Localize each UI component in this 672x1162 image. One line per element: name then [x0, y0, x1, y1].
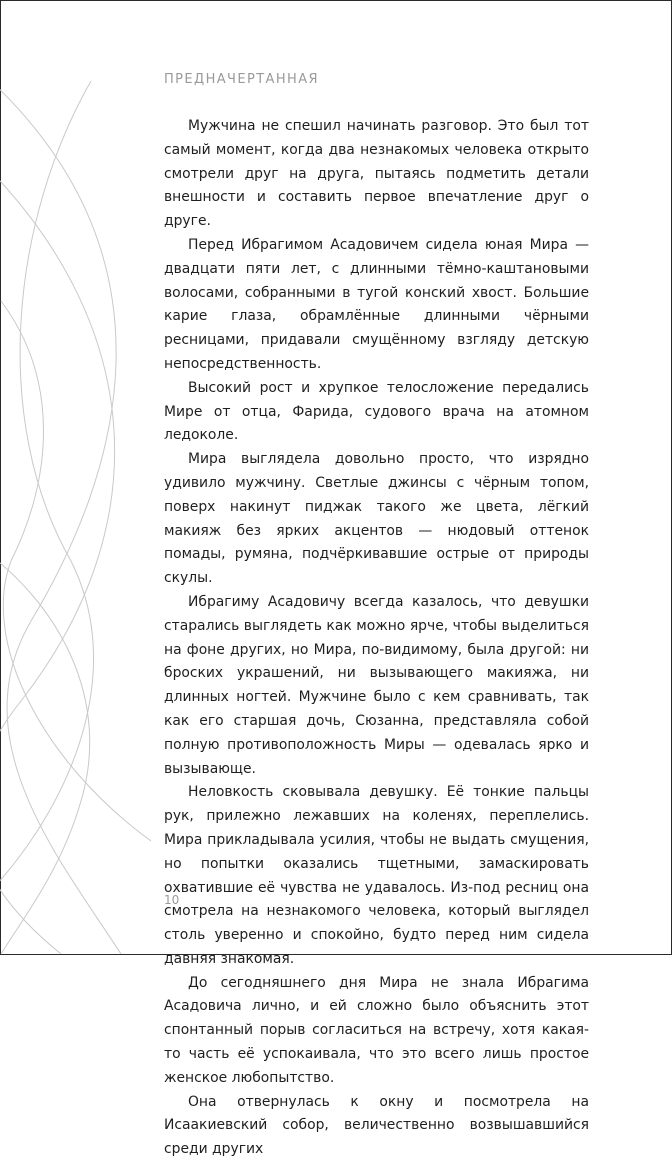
page-number: 10 [164, 893, 180, 907]
wave-line-5 [0, 541, 90, 954]
paragraph: Неловкость сковывала девушку. Её тонкие пальцы рук, прилежно лежавших на коленях, переплелись. Мира прикладывала усилия, чтобы не выдать смущения, но попытки оказались тщетными, замаскировать охватившие её чувства не удавалось. Из-под ресниц она смотрела на незнакомого человека, который выглядел столь уверенно и спокойно, будто перед ним сидела давняя знакомая. [164, 784, 589, 967]
paragraph: Ибрагиму Асадовичу всегда казалось, что девушки старались выглядеть как можно ярче, чтобы выделиться на фоне других, но Мира, по-видимому, была другой: ни броских украшений, ни вызывающего макияжа, ни длинных ногтей. Мужчине было с кем сравнивать, так как его старшая дочь, Сюзанна, представляла собой полную противоположность Миры — одевалась ярко и вызывающе. [164, 593, 589, 777]
paragraph: До сегодняшнего дня Мира не знала Ибрагима Асадовича лично, и ей сложно было объяснить этот спонтанный порыв согласиться на встречу, хотя какая-то часть её успокаивала, что это всего лишь простое женское любопытство. [164, 974, 589, 1086]
wave-line-2 [0, 81, 121, 954]
paragraph: Высокий рост и хрупкое телосложение передались Мире от отца, Фарида, судового врача на атомном ледоколе. [164, 379, 589, 444]
running-head: ПРЕДНАЧЕРТАННАЯ [164, 72, 319, 87]
paragraph: Она отвернулась к окну и посмотрела на Исаакиевский собор, величественно возвышавшийся среди других [164, 1093, 589, 1158]
body-text [164, 115, 589, 1162]
wave-line-4 [0, 81, 94, 901]
paragraph: Перед Ибрагимом Асадовичем сидела юная Мира — двадцати пяти лет, с длинными тёмно-каштановыми волосами, собранными в тугой конский хвост. Большие карие глаза, обрамлённые длинными чёрными ресницами, придавали смущённому взгляду детскую непосредственность. [164, 236, 589, 372]
paragraph: Мужчина не спешил начинать разговор. Это был тот самый момент, когда два незнакомых человека открыто смотрели друг на друга, пытаясь подметить детали внешности и составить первое впечатление друг о друге. [164, 118, 589, 230]
wave-line-1 [0, 161, 115, 954]
paragraph: Мира выглядела довольно просто, что изрядно удивило мужчину. Светлые джинсы с чёрным топом, поверх накинут пиджак такого же цвета, лёгкий макияж без ярких акцентов — нюдовый оттенок помады, румяна, подчёркивавшие острые от природы скулы. [164, 451, 589, 587]
